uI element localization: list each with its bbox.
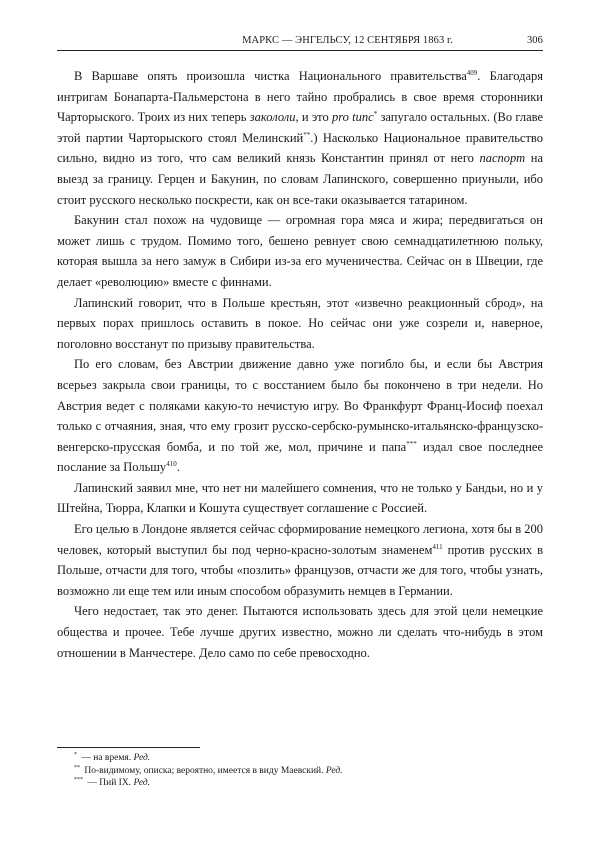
emphasis-text: Ред. [325,765,343,776]
text-run: По его словам, без Австрии движение давно уже погибло бы, и если бы Австрия всерьез закрыла свои границы, то с восстанием было бы покончено в три недели. Но Австрия ведет с поляками какую-то нечистую игру. Во Франкфурт Франц-Иосиф поехал только с отчаяния, зная, что ему грозит русско-сербско-румынско-итальянско-французско-венгерско-прусская бомба, и по той же, мол, причине и папа [57,357,543,454]
footnote-rule [57,747,200,748]
paragraph [57,601,543,663]
emphasis-text: Ред. [133,753,151,763]
paragraph [57,210,543,292]
document-page [57,0,543,850]
text-run: В Варшаве опять произошла чистка Национального правительства [74,69,467,83]
text-run: Чего недостает, так это денег. Пытаются использовать здесь для этой цели немецкие общества и прочее. Тебе лучше других известно, можно ли сделать что-нибудь в этом отношении в Манчестере. Дело само по себе превосходно. [57,604,543,660]
emphasis-text: закололи [249,110,296,125]
paragraph [57,519,543,601]
running-header [57,35,543,48]
text-run: на выезд за границу. Герцен и Бакунин, по словам Лапинского, совершенно приуныли, ибо стоит русского несколько поскрести, как он все-таки оказывается татарином. [57,151,543,207]
emphasis-text: паспорт [479,151,526,166]
text-run: запугало остальных. (Во главе этой партии Чарторыского стоял Мелинский [57,110,544,145]
footnote [74,765,534,778]
paragraph [57,66,543,210]
text-run: Его целью в Лондоне является сейчас сформирование немецкого легиона, хотя бы в 200 человек, который выступил бы под черно-красно-золотым знаменем [57,522,543,557]
note-reference: * [373,110,378,119]
text-run: , и это [295,110,333,125]
footnote [74,777,534,790]
emphasis-text: pro tunc [332,110,374,125]
note-reference: *** [74,777,83,783]
text-run: — на время. [79,753,134,763]
note-reference: * [74,752,77,758]
note-reference: ** [74,764,80,771]
note-reference: 410 [166,460,177,469]
header-rule [57,50,543,51]
text-run: .) Насколько Национальное правительство сильно, видно из того, что сам великий князь Константин принял от него [57,130,543,166]
text-run: . Благодаря интригам Бонапарта-Пальмерстона в него тайно пробрались в свое время сторонники Чарторыского. Троих из них теперь [57,69,543,125]
footnote [74,752,534,765]
note-reference: ** [303,130,311,139]
paragraph [57,478,543,519]
running-title: МАРКС — ЭНГЕЛЬСУ, 12 СЕНТЯБРЯ 1863 г. [242,35,453,46]
text-run: Лапинский заявил мне, что нет ни малейшего сомнения, что не только у Бандьи, но и у Штейна, Тюрра, Клапки и Кошута существует соглашение с Россией. [57,480,543,516]
text-run: — Пий IX. [85,778,134,788]
letter-body [57,66,543,663]
emphasis-text: Ред. [133,778,151,788]
text-run: Лапинский говорит, что в Польше крестьян, этот «извечно реакционный сброд», на первых порах пришлось оставить в покое. Но сейчас они уже созрели и, наверное, поголовно восстанут по призыву правительства. [57,295,543,351]
paragraph [57,293,543,355]
note-reference: *** [406,439,417,448]
footnotes [74,752,534,790]
note-reference: 411 [432,542,443,551]
text-run: По-видимому, описка; вероятно, имеется в виду Маевский. [82,765,326,776]
text-run: против русских в Польше, отчасти для того, чтобы «позлить» французов, отчасти же для того, чтобы узнать, возможно ли еще тем или иным способом образумить немцев в Германии. [57,542,543,598]
paragraph [57,354,543,478]
text-run: издал свое последнее послание за Польшу [57,439,543,475]
text-run: Бакунин стал похож на чудовище — огромная гора мяса и жира; передвигаться он может лишь с трудом. Помимо того, бешено ревнует свою семнадцатилетнюю польку, которая вышла за него замуж в Сибири из-за его мученичества. Сейчас он в Швеции, где делает «революцию» вместе с финнами. [57,213,543,289]
text-run: . [176,460,180,475]
note-reference: 409 [466,69,478,77]
page-number: 306 [526,35,543,46]
